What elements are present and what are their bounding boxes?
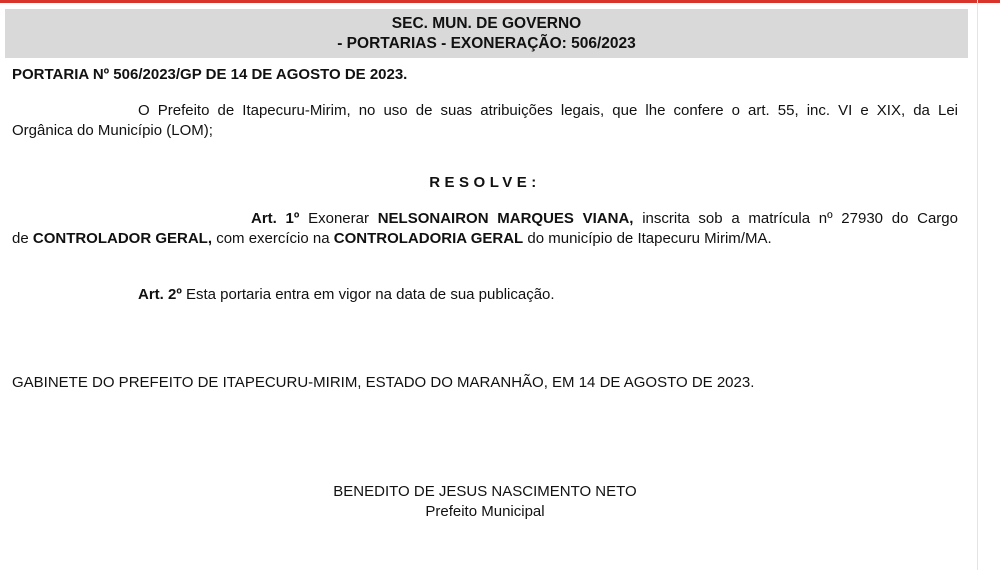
article-1-line-2 — [12, 229, 958, 249]
page-right-edge — [977, 0, 978, 570]
article-1 — [12, 209, 958, 249]
job-title: CONTROLADOR GERAL, — [32, 230, 213, 247]
employee-name: NELSONAIRON MARQUES VIANA, — [377, 210, 634, 227]
signatory-name: BENEDITO DE JESUS NASCIMENTO NETO — [333, 483, 637, 500]
signatory-role: Prefeito Municipal — [425, 503, 545, 520]
article-2-text: Esta portaria entra em vigor na data de sua publicação. — [186, 286, 555, 303]
top-red-rule — [0, 0, 1000, 3]
article-1-mid: com exercício na — [216, 230, 330, 247]
preamble-line-2: Orgânica do Município (LOM); — [12, 122, 213, 139]
article-1-suffix: do município de Itapecuru Mirim/MA. — [527, 230, 772, 247]
preamble-line-1: O Prefeito de Itapecuru-Mirim, no uso de suas atribuições legais, que lhe confere o art. 55, inc. VI e XIX, da Lei — [138, 102, 958, 119]
article-1-line-1 — [12, 209, 958, 229]
department-name: CONTROLADORIA GERAL — [333, 230, 524, 247]
resolve-heading: RESOLVE: — [429, 174, 541, 191]
gabinete-line: GABINETE DO PREFEITO DE ITAPECURU-MIRIM, ESTADO DO MARANHÃO, EM 14 DE AGOSTO DE 2023. — [12, 374, 755, 391]
section-header — [5, 9, 968, 58]
header-department: SEC. MUN. DE GOVERNO — [391, 15, 582, 32]
article-2-label: Art. 2º — [138, 286, 182, 303]
preamble-paragraph — [12, 101, 958, 141]
portaria-title: PORTARIA Nº 506/2023/GP DE 14 DE AGOSTO DE 2023. — [12, 66, 408, 83]
article-1-prefix: de — [12, 230, 29, 247]
article-2 — [138, 285, 555, 305]
article-1-label: Art. 1º — [251, 210, 300, 227]
signature-block — [0, 482, 970, 522]
article-1-verb: Exonerar — [308, 210, 369, 227]
article-1-registration: inscrita sob a matrícula nº 27930 do Cargo — [642, 210, 958, 227]
header-subject: - PORTARIAS - EXONERAÇÃO: 506/2023 — [337, 35, 636, 52]
